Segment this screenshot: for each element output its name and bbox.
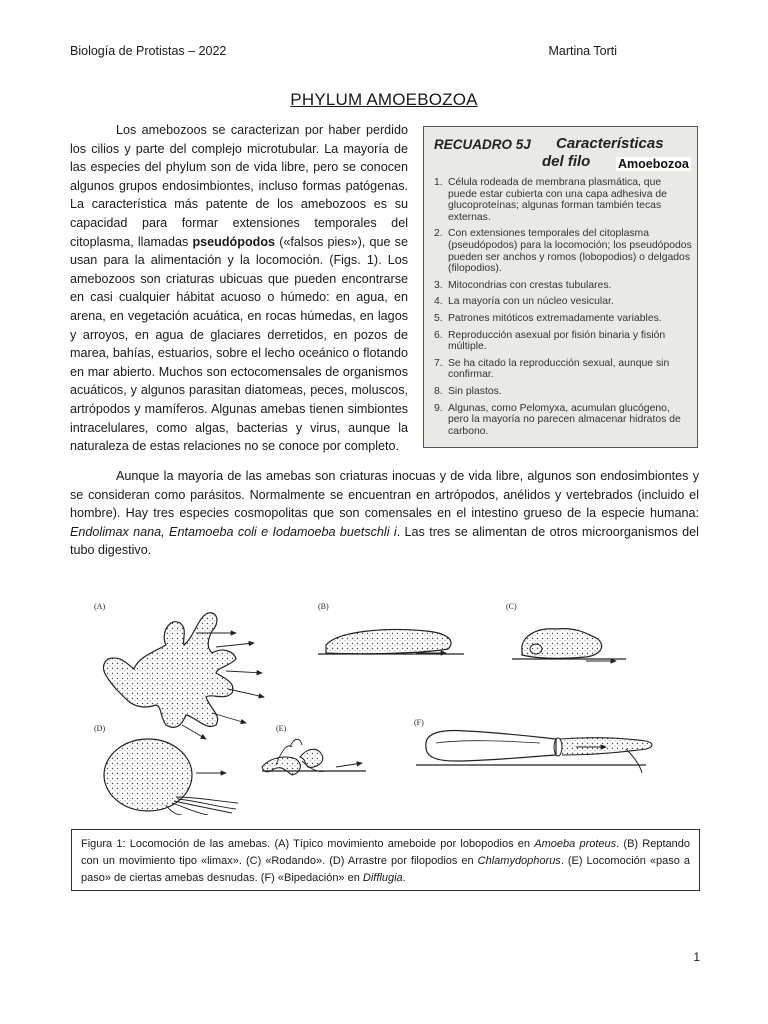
box-recuadro-label: RECUADRO 5J	[434, 137, 531, 152]
caption-species-difflugia: Difflugia	[362, 872, 403, 884]
figure-label-b: (B)	[318, 602, 329, 611]
figure-label-d: (D)	[94, 724, 106, 733]
page-number: 1	[693, 950, 700, 964]
list-item: 6. Reproducción asexual por fisión binaria y fisión múltiple.	[434, 329, 666, 353]
list-item: 4. La mayoría con un núcleo vesicular.	[434, 296, 614, 308]
paragraph-parasites-text: Aunque la mayoría de las amebas son criaturas inocuas y de vida libre, algunos son endosimbiontes y se consideran como parásitos. Normalmente se encuentran en artrópodos, anélidos y vertebrados (incluido el hombre). Hay tres especies cosmopolitas que son comensales en el intestino grueso de la especie humana:	[70, 469, 699, 521]
paragraph-intro-after: («falsos pies»), que se usan para la alimentación y la locomoción. (Figs. 1). Los amebozoos son criaturas ubicuas que pueden encontrarse en casi cualquier hábitat acuoso o húmedo: en agua, en arena, en vegetación acuática, en rocas húmedas, en lagos y arroyos, en agua de glaciares derretidos, en pozos de marea, bahías, estuarios, sobre el lecho oceánico o flotando en mar abierto. Muchos son ectocomensales de organismos acuáticos, y algunos parasitan diatomeas, peces, moluscos, artrópodos y mamíferos. Algunas amebas tienen simbiontes intracelulares, como algas, bacterias y virus, aunque la naturaleza de estas relaciones no se conoce por completo.	[70, 234, 408, 454]
page-title: PHYLUM AMOEBOZOA	[290, 90, 478, 109]
species-names: Endolimax nana, Entamoeba coli e Iodamoeba buetschli i	[70, 524, 397, 539]
figure-label-f: (F)	[414, 718, 424, 727]
figure-caption: Figura 1: Locomoción de las amebas. (A) Típico movimiento ameboide por lobopodios en Amoeba proteus. (B) Reptando con un movimiento tipo «limax». (C) «Rodando». (D) Arrastre por filopodios en Chlamydophorus. (E) Locomoción «paso a paso» de ciertas amebas desnudas. (F) «Bipedación» en Difflugia.	[71, 829, 700, 891]
characteristics-box	[423, 126, 698, 448]
figure-label-e: (E)	[276, 724, 287, 733]
list-item: 2. Con extensiones temporales del citoplasma (pseudópodos) para la locomoción; los pseudópodos pueden ser anchos y romos (lobopodios) o delgados (filopodios).	[434, 228, 692, 275]
box-title-caracteristicas: Características	[556, 135, 664, 152]
box-title-amoebozoa: Amoebozoa	[618, 157, 689, 171]
list-item: 8. Sin plastos.	[434, 385, 502, 397]
caption-species-chlamydophorus: Chlamydophorus	[477, 855, 561, 867]
figure-label-c: (C)	[506, 602, 517, 611]
figure-c-rolling	[506, 602, 626, 661]
paragraph-intro	[70, 121, 408, 456]
list-item: 5. Patrones mitóticos extremadamente variables.	[434, 312, 662, 324]
figure-e-step	[262, 724, 366, 775]
header-left: Biología de Protistas – 2022	[70, 44, 227, 58]
header-right: Martina Torti	[548, 44, 617, 58]
list-item: 3. Mitocondrias con crestas tubulares.	[434, 279, 612, 291]
list-item: 7. Se ha citado la reproducción sexual, aunque sin confirmar.	[434, 357, 670, 381]
paragraph-parasites-end: . Las tres se alimentan de otros microorganismos del tubo digestivo.	[70, 524, 699, 558]
list-item: 1. Célula rodeada de membrana plasmática, que puede estar cubierta con una capa adhesiva de glucoproteínas; algunas forman también tecas externas.	[434, 177, 667, 223]
characteristics-list	[434, 177, 692, 442]
term-pseudopodos: pseudópodos	[192, 234, 276, 249]
paragraph-intro-before: Los amebozoos se caracterizan por haber perdido los cilios y parte del complejo microtubular. La mayoría de las especies del phylum son de vida libre, pero se conocen algunos grupos endosimbiontes, incluso formas patógenas. La característica más patente de los amebozoos es su capacidad para formar extensiones temporales del citoplasma, llamadas	[70, 123, 408, 249]
figure-d-chlamydophorus	[94, 724, 238, 815]
caption-species-amoeba: Amoeba proteus	[534, 838, 617, 850]
figure-b-limax	[318, 602, 464, 654]
figure-label-a: (A)	[94, 602, 106, 611]
paragraph-parasites	[70, 467, 699, 560]
list-item: 9. Algunas, como Pelomyxa, acumulan glucógeno, pero la mayoría no parecen almacenar hidratos de carbono.	[434, 402, 681, 437]
figure-f-difflugia	[414, 718, 652, 773]
locomotion-figures	[86, 597, 706, 815]
box-title-del-filo: del filo	[542, 153, 591, 170]
figure-a-amoeba-proteus	[94, 602, 264, 739]
